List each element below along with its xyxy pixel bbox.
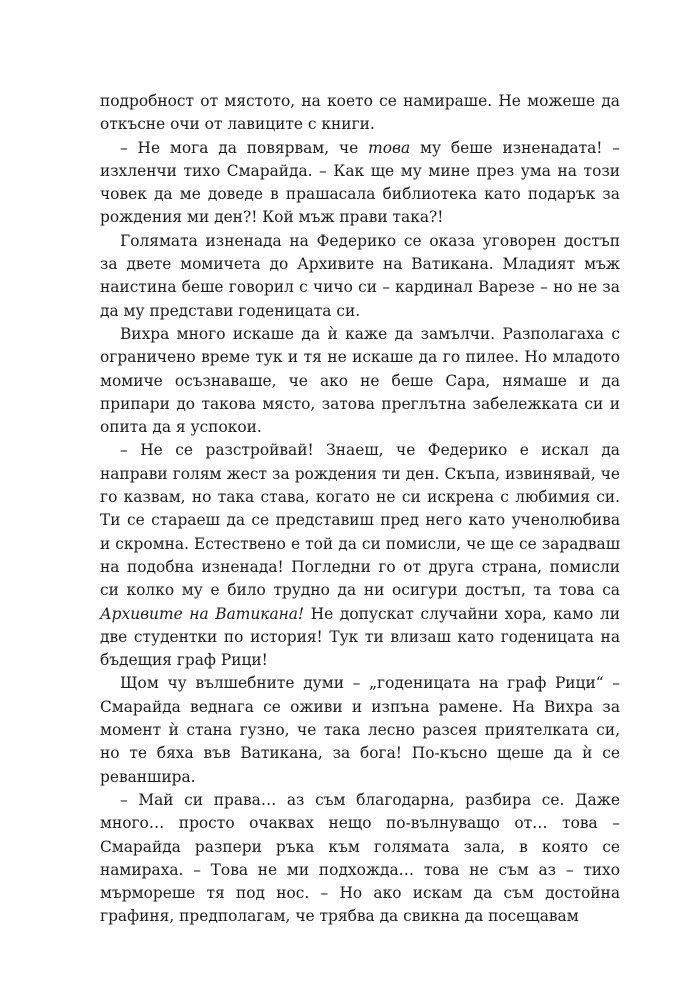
paragraph-4: Вихра много искаше да ѝ каже да замълчи. Разполагаха с ограничено време тук и тя не искаше да го пилее. Но младото момиче осъзнаваше, че ако не беше Сара, нямаше и да припари до такова място, затова преглътна забележката си и опита да я успокои. [100, 324, 620, 437]
paragraph-1: подробност от мястото, на което се намираше. Не можеше да откъсне очи от лавиците с книги. [100, 92, 620, 134]
paragraph-7: – Май си права… аз съм благодарна, разбира се. Даже много… просто очаквах нещо по-вълнуващо от… това – Смарайда разпери ръка към голямата зала, в която се намираха. – Това не ми подхожда… това не съм аз – тихо мърмореше тя под нос. – Но ако искам да съм достойна графиня, предполагам, че трябва да свикна да посещавам [100, 790, 620, 926]
book-page [100, 90, 620, 929]
paragraph-3: Голямата изненада на Федерико се оказа уговорен достъп за двете момичета до Архивите на Ватикана. Младият мъж наистина беше говорил с чичо си – кардинал Варезе – но не за да му представи годеницата си. [100, 231, 620, 320]
paragraph-2: – Не мога да повярвам, че това му беше изненадата! – изхленчи тихо Смарайда. – Как ще му мине през ума на този човек да ме доведе в прашасала библиотека като подарък за рождения ми ден?! Кой мъж прави така?! [100, 138, 620, 227]
paragraph-5: – Не се разстройвай! Знаеш, че Федерико е искал да направи голям жест за рождения ти ден. Скъпа, извинявай, че го казвам, но така става, когато не си искрена с любимия си. Ти се стараеш да се представиш пред него като ученолюбива и скромна. Естествено е той да си помисли, че ще се зарадваш на подобна изненада! Погледни го от друга страна, помисли си колко му е било трудно да ни осигури достъп, та това са Архивите на Ватикана! Не допускат случайни хора, камо ли две студентки по история! Тук ти влизаш като годеницата на бъдещия граф Рици! [100, 441, 620, 670]
paragraph-6: Щом чу вълшебните думи – „годеницата на граф Рици“ – Смарайда веднага се оживи и изпъна рамене. На Вихра за момент ѝ стана гузно, че така лесно разсея приятелката си, но те бяха във Ватикана, за бога! По-късно щеше да ѝ се реваншира. [100, 674, 620, 786]
